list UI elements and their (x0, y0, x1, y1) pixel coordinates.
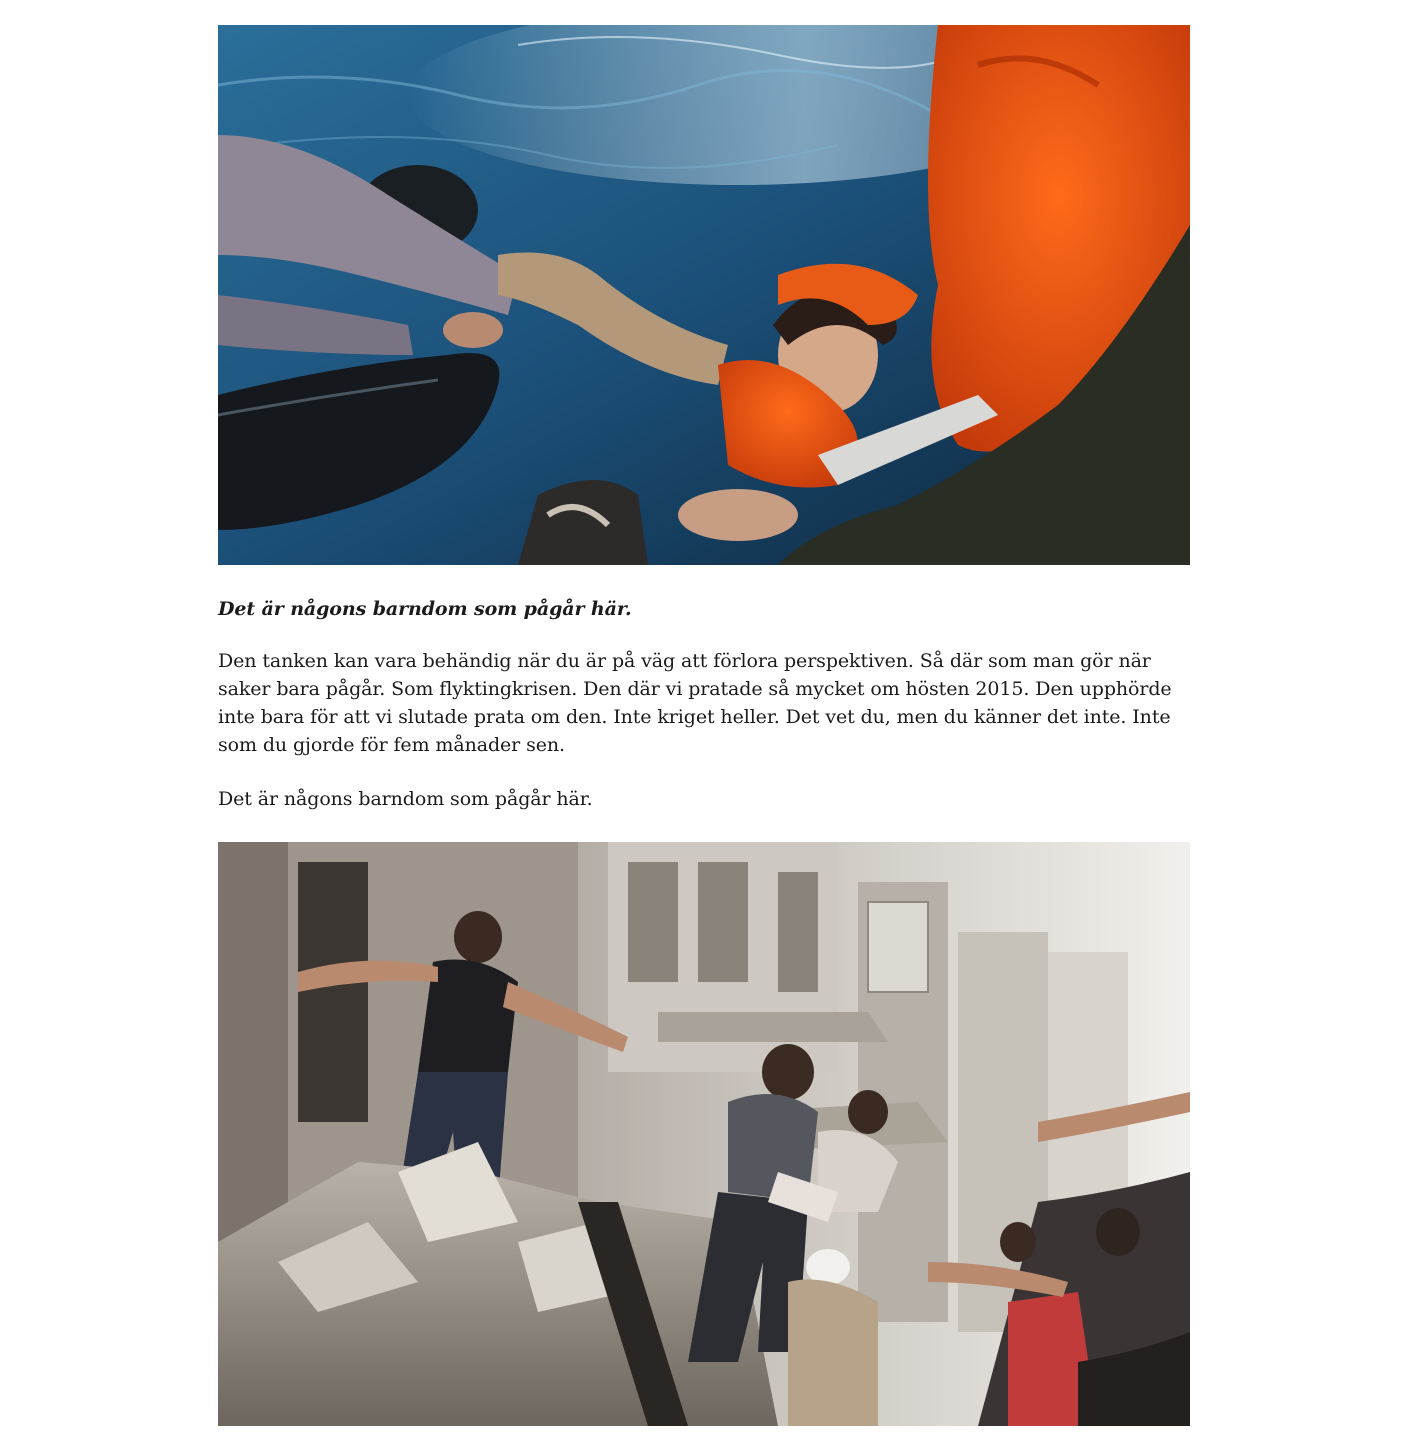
closing-paragraph: Det är någons barndom som pågår här. (218, 788, 593, 810)
sea-rescue-illustration (218, 25, 1190, 565)
body-paragraph: Den tanken kan vara behändig när du är på väg att förlora perspektiven. Så där som man gör när saker bara pågår. Som flyktingkrisen. Den där vi pratade så mycket om hösten 2015. Den upphörde inte bara för att vi slutade prata om den. Inte kriget heller. Det vet du, men du känner det inte. Inte som du gjorde för fem månader sen. (218, 650, 1172, 756)
rubble-rescue-illustration (218, 842, 1190, 1426)
lead-quote: Det är någons barndom som pågår här. (218, 598, 632, 620)
sea-rescue-photo (218, 25, 1190, 565)
rubble-rescue-photo (218, 842, 1190, 1426)
article (218, 25, 1190, 1426)
